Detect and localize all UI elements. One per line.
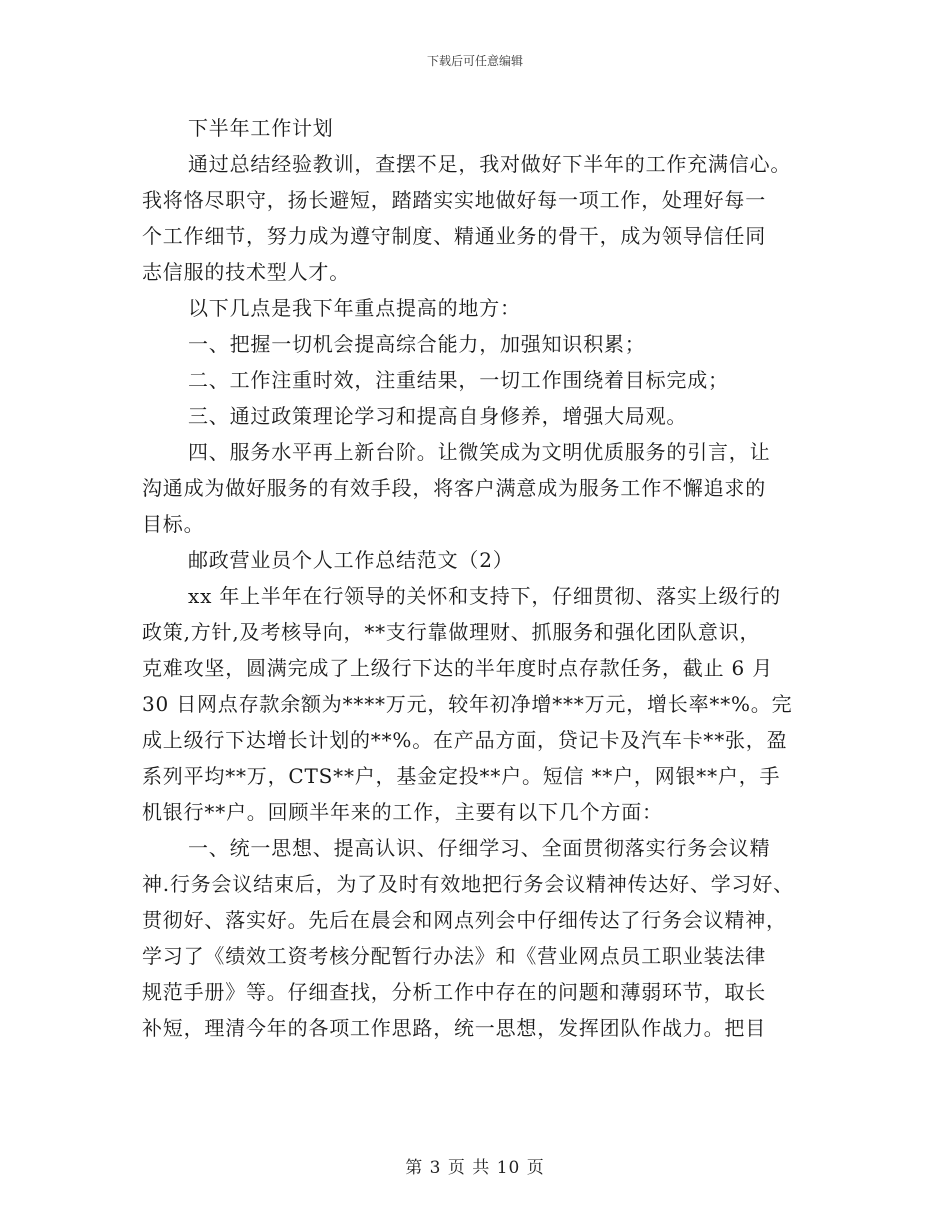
list-item: 二、工作注重时效，注重结果，一切工作围绕着目标完成； [188, 368, 729, 392]
paragraph-line: 贯彻好、落实好。先后在晨会和网点列会中仔细传达了行务会议精神， [142, 908, 787, 932]
paragraph-line: 补短，理清今年的各项工作思路，统一思想，发挥团队作战力。把目 [142, 1016, 766, 1040]
list-item: 一、把握一切机会提高综合能力，加强知识积累； [188, 332, 646, 356]
list-item: 四、服务水平再上新台阶。让微笑成为文明优质服务的引言，让 [188, 440, 771, 464]
paragraph-line: xx 年上半年在行领导的关怀和支持下，仔细贯彻、落实上级行的 [188, 584, 781, 608]
section-title: 下半年工作计划 [188, 116, 334, 140]
paragraph-line: 个工作细节，努力成为遵守制度、精通业务的骨干，成为领导信任同 [142, 224, 766, 248]
paragraph-line: 规范手册》等。仔细查找，分析工作中存在的问题和薄弱环节，取长 [142, 980, 766, 1004]
paragraph-line: 目标。 [142, 512, 205, 536]
paragraph-line: 机银行**户。回顾半年来的工作，主要有以下几个方面： [142, 800, 663, 824]
paragraph-line: 我将恪尽职守，扬长避短，踏踏实实地做好每一项工作，处理好每一 [142, 188, 766, 212]
paragraph-line: 30 日网点存款余额为****万元，较年初净增***万元，增长率**%。完 [142, 692, 793, 716]
paragraph-line: 克难攻坚，圆满完成了上级行下达的半年度时点存款任务，截止 6 月 [142, 656, 774, 680]
paragraph-line: 以下几点是我下年重点提高的地方： [188, 296, 521, 320]
section-title: 邮政营业员个人工作总结范文（2） [188, 548, 514, 572]
paragraph-line: 成上级行下达增长计划的**%。在产品方面，贷记卡及汽车卡**张，盈 [142, 728, 788, 752]
paragraph-line: 系列平均**万，CTS**户，基金定投**户。短信 **户，网银**户，手 [142, 764, 781, 788]
paragraph-line: 通过总结经验教训，查摆不足，我对做好下半年的工作充满信心。 [188, 152, 792, 176]
paragraph-line: 学习了《绩效工资考核分配暂行办法》和《营业网点员工职业装法律 [142, 944, 766, 968]
document-body [142, 110, 822, 1046]
paragraph-line: 一、统一思想、提高认识、仔细学习、全面贯彻落实行务会议精 [188, 836, 771, 860]
paragraph-line: 志信服的技术型人才。 [142, 260, 350, 284]
paragraph-line: 沟通成为做好服务的有效手段，将客户满意成为服务工作不懈追求的 [142, 476, 766, 500]
paragraph-line: 政策,方针,及考核导向，**支行靠做理财、抓服务和强化团队意识， [142, 620, 761, 644]
list-item: 三、通过政策理论学习和提高自身修养，增强大局观。 [188, 404, 688, 428]
paragraph-line: 神.行务会议结束后，为了及时有效地把行务会议精神传达好、学习好、 [142, 872, 794, 896]
page-header: 下载后可任意编辑 [426, 54, 523, 68]
page-number: 第 3 页 共 10 页 [405, 1158, 545, 1178]
